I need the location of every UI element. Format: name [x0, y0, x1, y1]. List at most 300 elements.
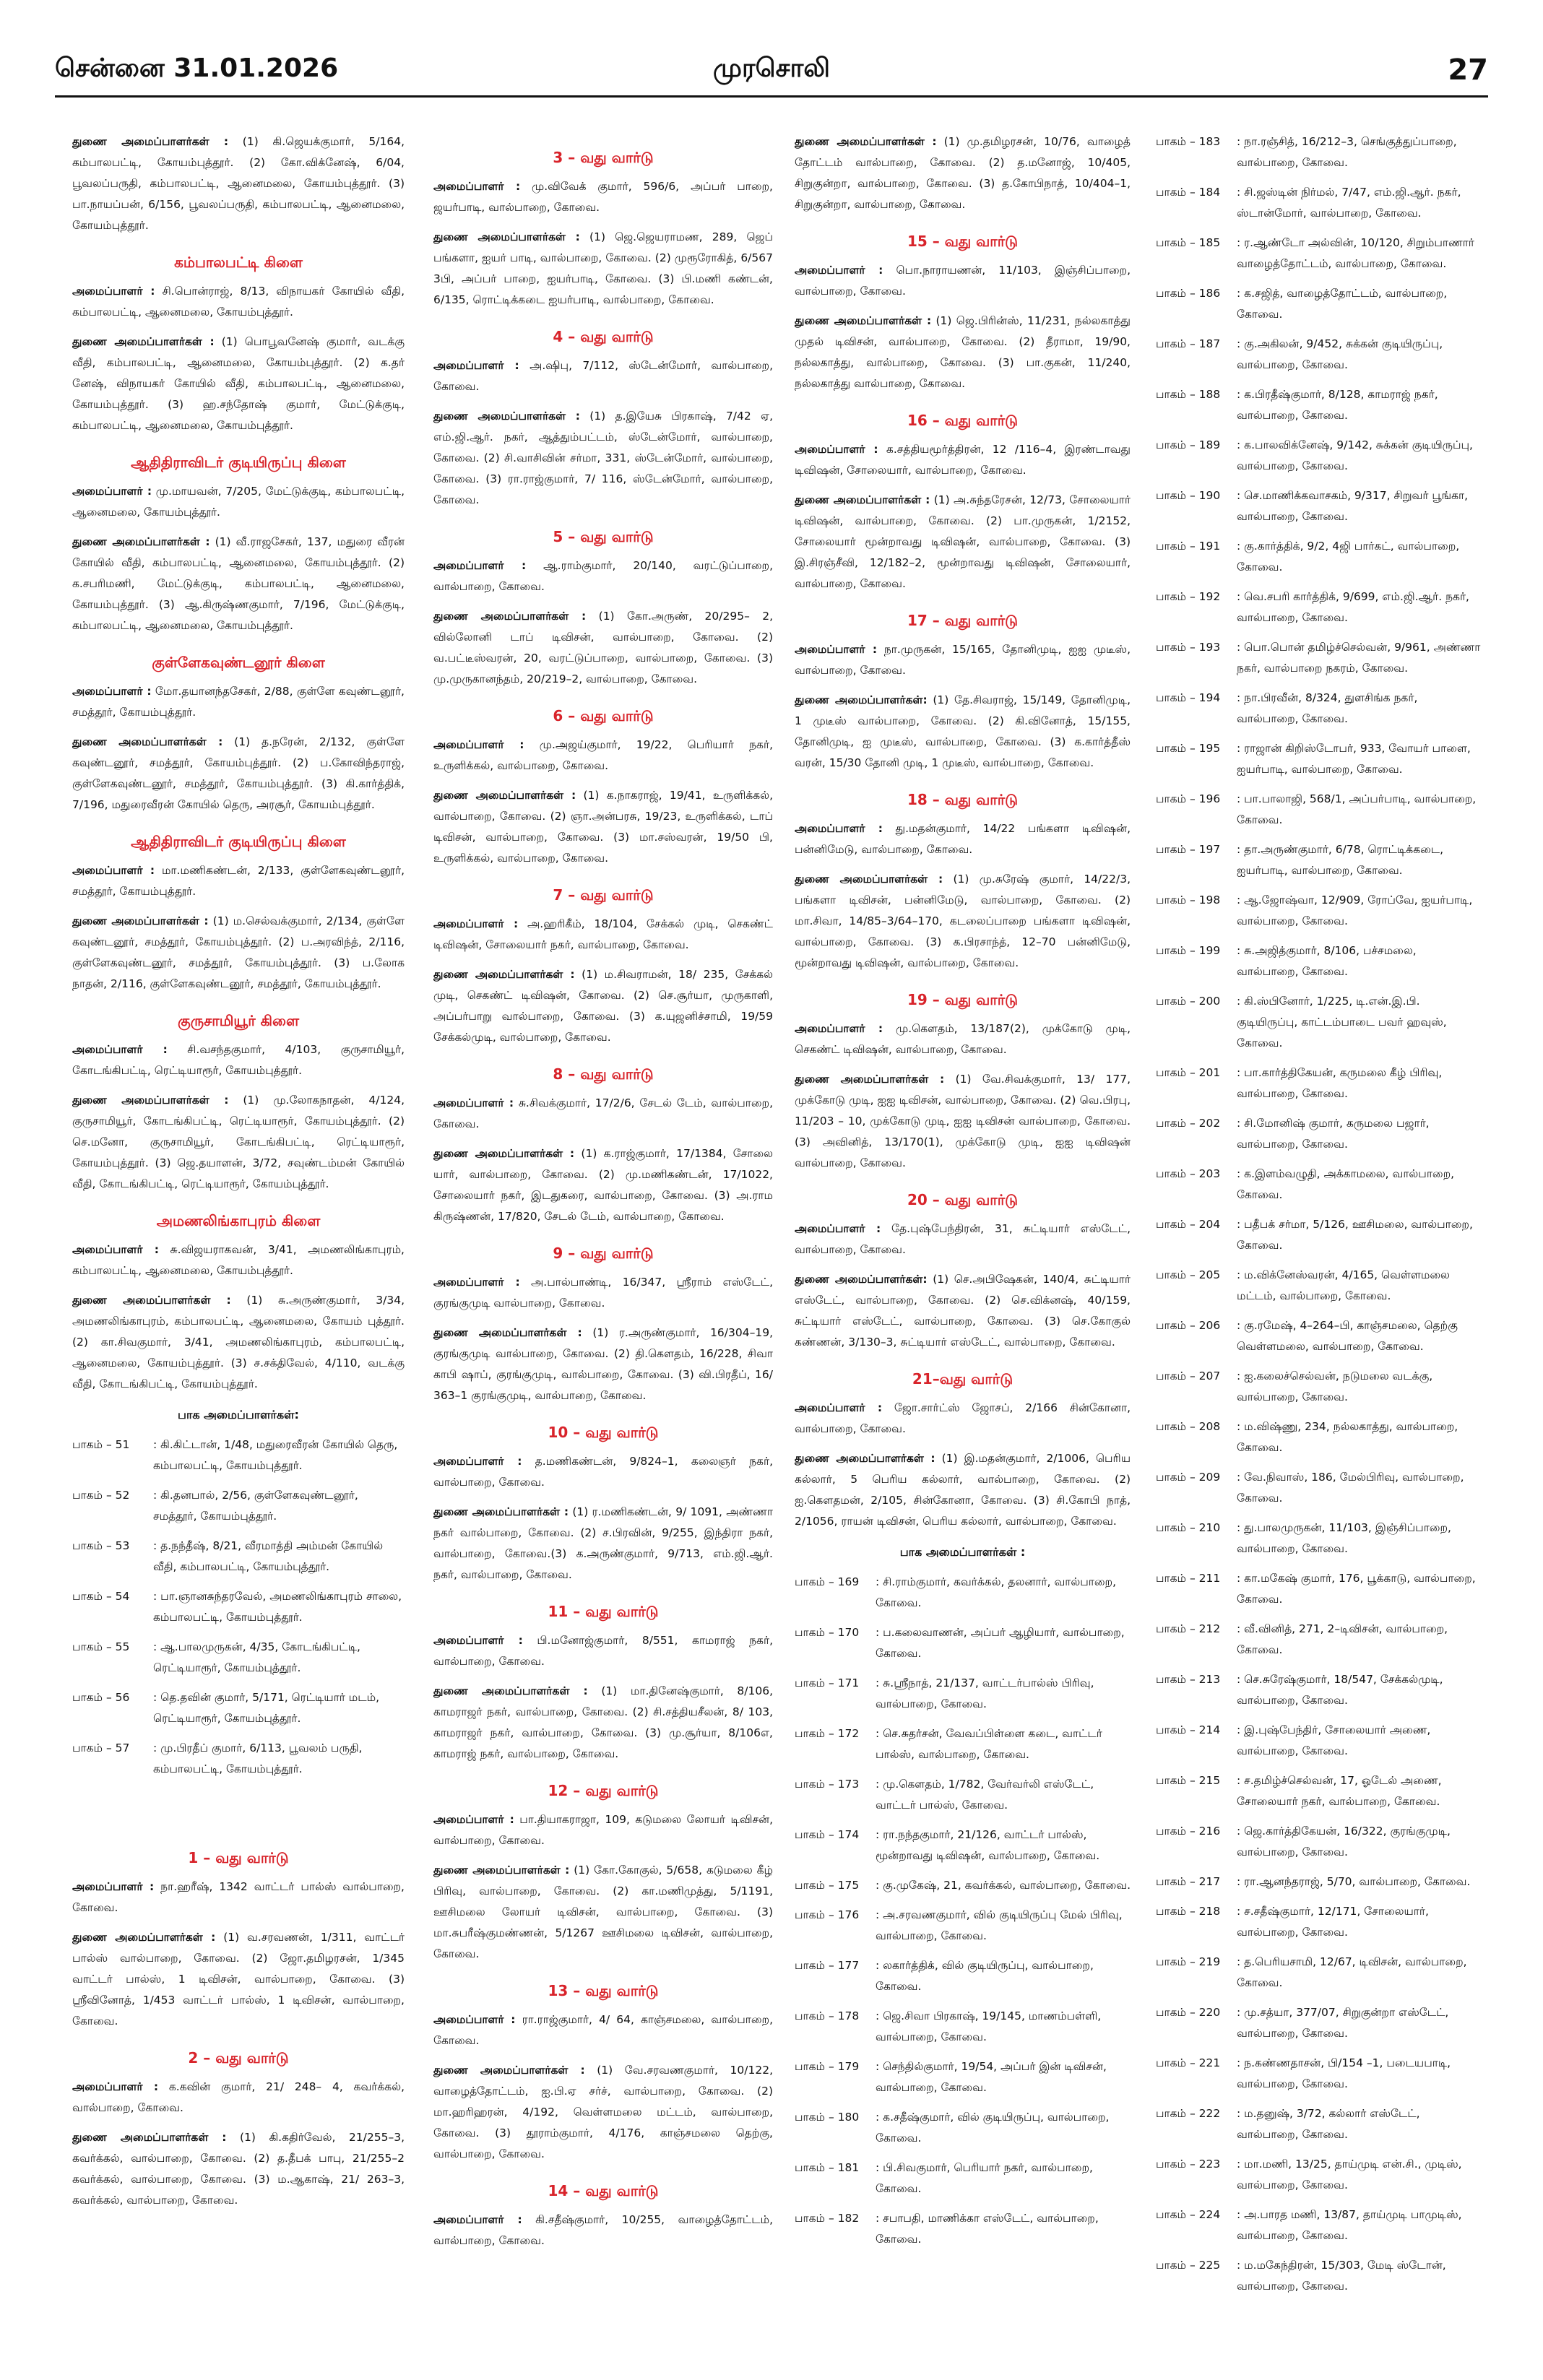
- booth-detail: : க.பிரதீஷ்குமார், 8/128, காமராஜ் நகர், வால்பாறை, கோவை.: [1237, 388, 1438, 422]
- booth-detail: : கி.தனபால், 2/56, குள்ளேகவுண்டனூர், சமத்தூர், கோயம்புத்தூர்.: [153, 1489, 358, 1523]
- booth-detail: : லகார்த்திக், வில் குடியிருப்பு, வால்பாறை, கோவை.: [876, 1959, 1094, 1993]
- booth-detail: : ஆ.பாலமுருகன், 4/35, கோடங்கிபட்டி, ரெட்டியாரூர், கோயம்புத்தூர்.: [153, 1640, 360, 1674]
- appointment-entry: [72, 131, 405, 236]
- appointment-entry: [795, 1448, 1131, 1532]
- booth-entry: [1156, 1901, 1481, 1943]
- booth-entry: [72, 1687, 405, 1729]
- booth-entry: [1156, 2255, 1481, 2297]
- booth-detail: : ச.தமிழ்ச்செல்வன், 17, ஓடேல் அணை, சோலையார் நகர், வால்பாறை, கோவை.: [1237, 1774, 1442, 1808]
- booth-number: பாகம் – 196: [1156, 792, 1221, 805]
- member-details: (1) செ.அபிஷேகன், 140/4, சுட்டியார் எஸ்டேட், வால்பாறை, கோவை. (2) செ.விக்னஷ், 40/159, சுட்டியார் எஸ்டேட், வால்பாறை, கோவை. (3) செ.கோகுல் கண்ணன், 3/130–3, சுட்டியார் எஸ்டேட், வால்பாறை, கோவை.: [795, 1273, 1131, 1349]
- member-details: (1) மு.சுரேஷ் குமார், 14/22/3, பங்களா டிவிசன், பன்னிமேடு, வால்பாறை, கோவை. (2) மா.சிவா, 14/85–3/64–170, கடலைப்பாறை பங்களா டிவிஷன், வால்பாறை, கோவை. (3) க.பிரசாந்த், 12–70 பன்னிமேடு, மூன்றாவது டிவிஷன், வால்பாறை, கோவை.: [795, 873, 1131, 969]
- booth-number: பாகம் – 56: [72, 1691, 130, 1704]
- appointment-entry: [795, 260, 1131, 302]
- role-label: அமைப்பாளர் :: [72, 1043, 168, 1056]
- booth-detail: : செந்தில்குமார், 19/54, அப்பர் இன் டிவிசன், வால்பாறை, கோவை.: [876, 2060, 1107, 2094]
- booth-detail: : செ.சுதர்சன், வேவப்பிள்ளை கடை, வாட்டர் பால்ஸ், வால்பாறை, கோவை.: [876, 1727, 1102, 1761]
- member-details: (1) ஜெ.ஜெயராமண, 289, ஜெப் பங்களா, ஐயர் பாடி, வால்பாறை, கோவை. (2) முரூரோகித், 6/567 3பி, அப்பர் பாறை, ஐயர்பாடி, கோவை. (3) பி.மணி கண்டன், 6/135, ரொட்டிக்கடை ஐயர்பாடி, வால்பாறை, கோவை.: [433, 230, 773, 306]
- booth-detail: : ம.மகேந்திரன், 15/303, மேடி ஸ்டோன், வால்பாறை, கோவை.: [1237, 2259, 1446, 2293]
- booth-detail: : ப.கலைவாணன், அப்பர் ஆழியார், வால்பாறை, கோவை.: [876, 1626, 1125, 1660]
- booth-number: பாகம் – 201: [1156, 1066, 1221, 1079]
- role-label: துணை அமைப்பாளர்கள் :: [72, 535, 210, 548]
- booth-entry: [1156, 131, 1481, 173]
- appointment-entry: [433, 355, 773, 397]
- booth-entry: [1156, 1063, 1481, 1104]
- booth-number: பாகம் – 224: [1156, 2208, 1221, 2221]
- member-details: (1) ஜெ.பிரின்ஸ், 11/231, நல்லகாத்து முதல் டிவிசன், வால்பாறை, கோவை. (2) தீராமா, 19/90, நல்லகாத்து, வால்பாறை, கோவை. (3) பா.குகன், 11/240, நல்லகாத்து வால்பாறை, கோவை.: [795, 314, 1131, 390]
- booth-entry: [1156, 738, 1481, 780]
- booth-detail: : செ.சுரேஷ்குமார், 18/547, சேக்கல்முடி, வால்பாறை, கோவை.: [1237, 1673, 1443, 1707]
- booth-detail: : ஜெ.சிவா பிரகாஷ், 19/145, மாணம்பள்ளி, வால்பாறை, கோவை.: [876, 2009, 1102, 2043]
- member-details: ஆ.ராம்குமார், 20/140, வரட்டுப்பாறை, வால்பாறை, கோவை.: [433, 559, 773, 593]
- role-label: அமைப்பாளர் :: [433, 738, 524, 751]
- section-heading: 20 – வது வார்டு: [907, 1191, 1019, 1208]
- booth-number: பாகம் – 190: [1156, 489, 1221, 502]
- booth-entry: [795, 1622, 1131, 1664]
- appointment-entry: [433, 406, 773, 511]
- booth-detail: : ர.ஆண்டோ அல்வின், 10/120, சிறும்பாணார் வாழைத்தோட்டம், வால்பாறை, கோவை.: [1237, 236, 1474, 270]
- role-label: அமைப்பாளர் :: [795, 264, 883, 277]
- booth-number: பாகம் – 170: [795, 1626, 860, 1639]
- booth-number: பாகம் – 211: [1156, 1572, 1221, 1585]
- booth-entry: [795, 1905, 1131, 1947]
- booth-number: பாகம் – 214: [1156, 1723, 1221, 1736]
- appointment-entry: [72, 681, 405, 723]
- booth-detail: : மு.கௌதம், 1/782, வேர்வர்லி எஸ்டேட், வாட்டர் பால்ஸ், கோவை.: [876, 1778, 1094, 1812]
- booth-number: பாகம் – 174: [795, 1828, 860, 1841]
- member-details: (1) வே.சிவக்குமார், 13/ 177, முக்கோடு முடி, ஐஐ டிவிசன், வால்பாறை, கோவை. (2) வெ.பிரபு, 11/203 – 10, முக்கோடு முடி, ஐஐ டிவிசன் வால்பாறை, கோவை. (3) அவினித், 13/170(1), முக்கோடு முடி, ஐஐ டிவிஷன் வால்பாறை, கோவை.: [795, 1073, 1131, 1169]
- section-heading: ஆதிதிராவிடர் குடியிருப்பு கிளை: [131, 454, 346, 471]
- booth-entry: [72, 1435, 405, 1476]
- booth-entry: [1156, 1164, 1481, 1206]
- booth-entry: [1156, 1366, 1481, 1408]
- section-heading: 7 – வது வார்டு: [553, 886, 654, 904]
- member-details: மு.விவேக் குமார், 596/6, அப்பர் பாறை, ஜயர்பாடி, வால்பாறை, கோவை.: [433, 180, 773, 214]
- booth-detail: : நா.ரஞ்சித், 16/212–3, செங்குத்துப்பாறை, வால்பாறை, கோவை.: [1237, 135, 1457, 169]
- member-details: ரா.ராஜ்குமார், 4/ 64, காஞ்சமலை, வால்பாறை, கோவை.: [433, 2013, 773, 2047]
- member-details: (1) மா.தினேஷ்குமார், 8/106, காமராஜர் நகர், வால்பாறை, கோவை. (2) சி.சத்தியசீலன், 8/ 103, காமராஜர் நகர், வால்பாறை, கோவை. (3) மு.சூர்யா, 8/106எ, காமராஜ் நகர், வால்பாறை, கோவை.: [433, 1684, 773, 1760]
- role-label: துணை அமைப்பாளர்கள் :: [433, 1505, 569, 1518]
- role-label: அமைப்பாளர் :: [433, 1634, 523, 1647]
- section-heading: 16 – வது வார்டு: [907, 412, 1019, 429]
- member-details: து.மதன்குமார், 14/22 பங்களா டிவிஷன், பன்னிமேடு, வால்பாறை, கோவை.: [795, 822, 1131, 856]
- member-details: அ.ஷிபு, 7/112, ஸ்டேன்மோர், வால்பாறை, கோவை.: [433, 359, 773, 393]
- booth-number: பாகம் – 194: [1156, 691, 1221, 704]
- booth-number: பாகம் – 215: [1156, 1774, 1221, 1787]
- appointment-entry: [433, 735, 773, 776]
- member-details: சு.விஜயராகவன், 3/41, அமணலிங்காபுரம், கம்பாலபட்டி, ஆனைமலை, கோயம்புத்தூர்.: [72, 1243, 405, 1277]
- appointment-entry: [795, 1018, 1131, 1060]
- booth-detail: : த.பெரியசாமி, 12/67, டிவிசன், வால்பாறை, கோவை.: [1237, 1955, 1467, 1989]
- appointment-entry: [72, 481, 405, 523]
- booth-entry: [1156, 1467, 1481, 1509]
- booth-entry: [795, 1825, 1131, 1866]
- member-details: அ.பால்பாண்டி, 16/347, ஸ்ரீராம் எஸ்டேட், குரங்குமுடி வால்பாறை, கோவை.: [433, 1276, 773, 1310]
- booth-number: பாகம் – 178: [795, 2009, 860, 2022]
- column-1: [72, 131, 405, 2363]
- appointment-entry: [433, 2009, 773, 2051]
- member-details: (1) பொபூவனேஷ் குமார், வடக்கு வீதி, கம்பாலபட்டி, ஆனைமலை, கோயம்புத்தூர். (2) க.தர் னேஷ், விநாயகர் கோயில் வீதி, கம்பாலபட்டி, ஆனைமலை, கோயம்புத்தூர். (3) ஹ.சந்தோஷ் குமார், மேட்டுக்குடி, கம்பாலபட்டி, ஆனைமலை, கோயம்புத்தூர்.: [72, 335, 405, 432]
- booth-entry: [1156, 940, 1481, 982]
- booth-entry: [1156, 283, 1481, 325]
- booth-detail: : சி.மோனிஷ் குமார், கருமலை பஜார், வால்பாறை, கோவை.: [1237, 1117, 1430, 1151]
- booth-entry: [795, 1673, 1131, 1715]
- role-label: துணை அமைப்பாளர்கள் :: [433, 410, 581, 423]
- appointment-entry: [433, 1630, 773, 1672]
- booth-detail: : அ.சரவணகுமார், வில் குடியிருப்பு மேல் பிரிவு, வால்பாறை, கோவை.: [876, 1908, 1123, 1942]
- booth-number: பாகம் – 203: [1156, 1167, 1221, 1180]
- appointment-entry: [795, 1219, 1131, 1260]
- section-heading: 1 – வது வார்டு: [188, 1849, 289, 1866]
- booth-detail: : கி.ஸ்பினோர், 1/225, டி.என்.இ.பி. குடியிருப்பு, காட்டம்பாடை பவர் ஹவுஸ், கோவை.: [1237, 995, 1447, 1050]
- appointment-entry: [795, 690, 1131, 774]
- booth-detail: : வே.நிவாஸ், 186, மேல்பிரிவு, வால்பாறை, கோவை.: [1237, 1471, 1464, 1505]
- booth-number: பாகம் – 182: [795, 2212, 860, 2225]
- booth-number: பாகம் – 192: [1156, 590, 1221, 603]
- booth-detail: : சி.ராம்குமார், கவர்க்கல், தலனார், வால்பாறை, கோவை.: [876, 1575, 1117, 1609]
- appointment-entry: [795, 490, 1131, 594]
- role-label: துணை அமைப்பாளர்கள் :: [72, 1094, 229, 1107]
- booth-detail: : பதீபக் சர்மா, 5/126, ஊசிமலை, வால்பாறை, கோவை.: [1237, 1218, 1473, 1252]
- section-heading: 5 – வது வார்டு: [553, 528, 654, 545]
- appointment-entry: [72, 860, 405, 902]
- section-heading: 18 – வது வார்டு: [907, 791, 1019, 808]
- booth-detail: : ம.தனுஷ், 3/72, கல்லார் எஸ்டேட், வால்பாறை, கோவை.: [1237, 2107, 1420, 2141]
- booth-number: பாகம் – 212: [1156, 1622, 1221, 1635]
- member-details: (1) மு.லோகநாதன், 4/124, குருசாமியூர், கோடங்கிபட்டி, ரெட்டியாரூர், கோயம்புத்தூர். (2) செ.மனோ, குருசாமியூர், கோடங்கிபட்டி, ரெட்டியாரூர், கோயம்புத்தூர். (3) ஜெ.தயாளன், 3/72, சவுண்டம்மன் கோயில் வீதி, கோடங்கிபட்டி, ரெட்டியாரூர், கோயம்புத்தூர்.: [72, 1094, 405, 1190]
- booth-number: பாகம் – 52: [72, 1489, 130, 1502]
- role-label: அமைப்பாளர் :: [433, 1455, 522, 1468]
- booth-entry: [1156, 1821, 1481, 1863]
- member-details: சி.வசந்தகுமார், 4/103, குருசாமியூர், கோடங்கிபட்டி, ரெட்டியாரூர், கோயம்புத்தூர்.: [72, 1043, 405, 1077]
- appointment-entry: [795, 1269, 1131, 1353]
- booth-entry: [1156, 435, 1481, 477]
- section-heading: 8 – வது வார்டு: [553, 1065, 654, 1083]
- booth-number: பாகம் – 220: [1156, 2006, 1221, 2019]
- booth-entry: [1156, 1619, 1481, 1661]
- appointment-entry: [72, 1039, 405, 1081]
- booth-detail: : ஆ.ஜோஷ்வா, 12/909, ரோப்வே, ஐயர்பாடி, வால்பாறை, கோவை.: [1237, 893, 1473, 927]
- member-details: மோ.தயானந்தசேகர், 2/88, குள்ளே கவுண்டனூர், சமத்தூர், கோயம்புத்தூர்.: [72, 685, 405, 719]
- booth-number: பாகம் – 57: [72, 1741, 130, 1754]
- booth-detail: : ரா.நந்தகுமார், 21/126, வாட்டர் பால்ஸ், மூன்றாவது டிவிஷன், வால்பாறை, கோவை.: [876, 1828, 1100, 1862]
- appointment-entry: [72, 281, 405, 323]
- page-number: 27: [1448, 53, 1488, 87]
- booth-detail: : கு.கார்த்திக், 9/2, 4ஜி பார்கட், வால்பாறை, கோவை.: [1237, 540, 1460, 574]
- booth-number: பாகம் – 188: [1156, 388, 1221, 401]
- role-label: அமைப்பாளர் :: [72, 864, 155, 877]
- role-label: அமைப்பாளர் :: [433, 1813, 514, 1826]
- appointment-entry: [433, 1272, 773, 1314]
- booth-entry: [795, 2107, 1131, 2149]
- section-heading: 6 – வது வார்டு: [553, 707, 654, 724]
- booth-entry: [795, 1572, 1131, 1614]
- role-label: அமைப்பாளர் :: [72, 1243, 159, 1256]
- appointment-entry: [72, 1290, 405, 1395]
- booth-detail: : சு.ஸ்ரீநாத், 21/137, வாட்டர்பால்ஸ் பிரிவு, வால்பாறை, கோவை.: [876, 1676, 1094, 1710]
- booth-entry: [1156, 1265, 1481, 1307]
- booth-entry: [72, 1738, 405, 1780]
- appointment-entry: [795, 439, 1131, 481]
- appointment-entry: [433, 1323, 773, 1406]
- member-details: க.சத்தியமூர்த்திரன், 12 /116–4, இரண்டாவது டிவிஷன், சோலையார், வால்பாறை, கோவை.: [795, 443, 1131, 477]
- booth-entry: [1156, 485, 1481, 527]
- member-details: (1) வ.சரவணன், 1/311, வாட்டர் பால்ஸ் வால்பாறை, கோவை. (2) ஜோ.தமிழரசன், 1/345 வாட்டர் பால்ஸ், 1 டிவிசன், வால்பாறை, கோவை. (3) ஸ்ரீவினோத், 1/453 வாட்டர் பால்ஸ், 1 டிவிசன், வால்பாறை, கோவை.: [72, 1931, 405, 2028]
- booth-entry: [795, 1955, 1131, 1997]
- booth-detail: : மா.மணி, 13/25, தாய்முடி என்.சி., முடிஸ், வால்பாறை, கோவை.: [1237, 2158, 1462, 2191]
- member-details: (1) கோ.கோகுல், 5/658, கடுமலை கீழ் பிரிவு, வால்பாறை, கோவை. (2) கா.மணிமுத்து, 5/1191, ஊசிமலை லோயர் டிவிசன், வால்பாறை, கோவை. (3) மா.சுபரீஷ்குமண்ணன், 5/1267 ஊசிமலை டிவிசன், வால்பாறை, கோவை.: [433, 1864, 773, 1960]
- booth-detail: : இ.புஷ்பேந்திர், சோலையார் அணை, வால்பாறை, கோவை.: [1237, 1723, 1431, 1757]
- member-details: (1) ம.சிவராமன், 18/ 235, சேக்கல் முடி, செகண்ட் டிவிஷன், கோவை. (2) செ.சூர்யா, முருகாளி, அப்பர்பாறு வால்பாறை, கோவை. (3) க.யுஜனிச்சாமி, 19/59 சேக்கல்முடி, வால்பாறை, கோவை.: [433, 968, 773, 1044]
- column-3: [795, 131, 1131, 2363]
- role-label: துணை அமைப்பாளர்கள் :: [433, 230, 580, 243]
- member-details: மா.மணிகண்டன், 2/133, குள்ளேகவுண்டனூர், சமத்தூர், கோயம்புத்தூர்.: [72, 864, 405, 898]
- appointment-entry: [72, 911, 405, 995]
- booth-entry: [1156, 1871, 1481, 1892]
- booth-detail: : சு.அஜித்குமார், 8/106, பச்சமலை, வால்பாறை, கோவை.: [1237, 944, 1417, 978]
- booth-entry: [795, 1875, 1131, 1896]
- booth-entry: [1156, 334, 1481, 376]
- appointment-entry: [795, 869, 1131, 974]
- booth-number: பாகம் – 218: [1156, 1905, 1221, 1918]
- booth-entry: [1156, 839, 1481, 881]
- booth-number: பாகம் – 51: [72, 1438, 130, 1451]
- member-details: (1) கோ.அருண், 20/295– 2, வில்லோனி டாப் டிவிசன், வால்பாறை, கோவை. (2) வ.பட்டீஸ்வரன், 20, வரட்டுப்பாறை, வால்பாறை, கோவை. (3) மு.முருகானந்தம், 20/219–2, வால்பாறை, கோவை.: [433, 610, 773, 685]
- role-label: அமைப்பாளர் :: [433, 359, 519, 372]
- role-label: அமைப்பாளர் :: [795, 822, 883, 835]
- role-label: துணை அமைப்பாளர்கள் :: [795, 1452, 935, 1465]
- appointment-entry: [72, 2077, 405, 2119]
- booth-number: பாகம் – 54: [72, 1590, 130, 1603]
- booth-number: பாகம் – 217: [1156, 1875, 1221, 1888]
- role-label: அமைப்பாளர் :: [795, 643, 878, 656]
- role-label: துணை அமைப்பாளர்கள் :: [433, 2064, 585, 2077]
- booth-entry: [1156, 1518, 1481, 1559]
- booth-entry: [72, 1485, 405, 1527]
- section-heading: 15 – வது வார்டு: [907, 233, 1019, 250]
- role-label: அமைப்பாளர் :: [72, 485, 152, 498]
- section-heading: 19 – வது வார்டு: [907, 991, 1019, 1008]
- booth-number: பாகம் – 187: [1156, 337, 1221, 350]
- role-label: அமைப்பாளர் :: [795, 1222, 881, 1235]
- booth-number: பாகம் – 225: [1156, 2259, 1221, 2272]
- booth-entry: [1156, 1720, 1481, 1762]
- booth-number: பாகம் – 172: [795, 1727, 860, 1740]
- section-heading: குருசாமியூர் கிளை: [178, 1012, 299, 1029]
- booth-number: பாகம் – 185: [1156, 236, 1221, 249]
- member-details: (1) க.நாகராஜ், 19/41, உருளிக்கல், வால்பாறை, கோவை. (2) ஞா.அன்பரசு, 19/23, உருளிக்கல், டாப் டிவிசன், வால்பாறை, கோவை. (3) மா.சஸ்வரன், 19/50 பி, உருளிக்கல், வால்பாறை, கோவை.: [433, 789, 773, 865]
- appointment-entry: [795, 818, 1131, 860]
- section-heading: 11 – வது வார்டு: [548, 1603, 659, 1620]
- section-heading: 14 – வது வார்டு: [548, 2182, 659, 2199]
- role-label: அமைப்பாளர் :: [433, 1276, 520, 1289]
- role-label: துணை அமைப்பாளர்கள் :: [795, 873, 943, 886]
- member-details: அ.ஹரிகீம், 18/104, சேக்கல் முடி, செகண்ட் டிவிஷன், சோலையார் நகர், வால்பாறை, கோவை.: [433, 917, 773, 951]
- booth-detail: : கா.மகேஷ் குமார், 176, பூக்காடு, வால்பாறை, கோவை.: [1237, 1572, 1476, 1606]
- section-heading: 13 – வது வார்டு: [548, 1982, 659, 1999]
- booth-entry: [1156, 2204, 1481, 2246]
- spacer: [72, 1788, 405, 1832]
- booth-detail: : கி.கிட்டான், 1/48, மதுரைவீரன் கோயில் தெரு, கம்பாலபட்டி, கோயம்புத்தூர்.: [153, 1438, 398, 1472]
- section-heading: 12 – வது வார்டு: [548, 1782, 659, 1799]
- booth-number: பாகம் – 175: [795, 1879, 860, 1892]
- booth-number: பாகம் – 189: [1156, 438, 1221, 451]
- booth-detail: : கு.அகிலன், 9/452, சுக்கன் குடியிருப்பு, வால்பாறை, கோவை.: [1237, 337, 1443, 371]
- booth-entry: [1156, 2002, 1481, 2044]
- booth-entry: [1156, 1669, 1481, 1711]
- role-label: அமைப்பாளர் :: [795, 1022, 883, 1035]
- booth-entry: [72, 1586, 405, 1628]
- appointment-entry: [72, 1090, 405, 1195]
- section-heading: 4 – வது வார்டு: [553, 328, 654, 345]
- booth-detail: : து.பாலமுருகன், 11/103, இஞ்சிப்பாறை, வால்பாறை, கோவை.: [1237, 1521, 1451, 1555]
- appointment-entry: [433, 1681, 773, 1765]
- booth-entry: [1156, 1315, 1481, 1357]
- booth-detail: : ஜெ.கார்த்திகேயன், 16/322, குரங்குமுடி, வால்பாறை, கோவை.: [1237, 1825, 1451, 1858]
- member-details: க.கவின் குமார், 21/ 248– 4, கவர்க்கல், வால்பாறை, கோவை.: [72, 2080, 405, 2114]
- member-details: (1) கி.கதிர்வேல், 21/255–3, கவர்க்கல், வால்பாறை, கோவை. (2) த.தீபக் பாபு, 21/255–2 கவர்க்கல், வால்பாறை, கோவை. (3) ம.ஆகாஷ், 21/ 263–3, கவர்க்கல், வால்பாறை, கோவை.: [72, 2131, 405, 2207]
- booth-detail: : ராஜான் கிறிஸ்டோபர், 933, வோயர் பாளை, ஐயர்பாடி, வால்பாறை, கோவை.: [1237, 742, 1471, 776]
- booth-number: பாகம் – 197: [1156, 843, 1221, 856]
- booth-detail: : கு.முகேஷ், 21, கவர்க்கல், வால்பாறை, கோவை.: [876, 1879, 1131, 1892]
- role-label: அமைப்பாளர் :: [433, 917, 519, 930]
- appointment-entry: [72, 332, 405, 436]
- booth-detail: : ச.சதீஷ்குமார், 12/171, சோலையார், வால்பாறை, கோவை.: [1237, 1905, 1429, 1939]
- booth-entry: [1156, 1113, 1481, 1155]
- appointment-entry: [795, 131, 1131, 215]
- booth-number: பாகம் – 222: [1156, 2107, 1221, 2120]
- member-details: (1) சு.அருண்குமார், 3/34, அமணலிங்காபுரம், கம்பாலபட்டி, ஆனைமலை, கோயம் புத்தூர். (2) கா.சிவகுமார், 3/41, அமணலிங்காபுரம், கம்பாலபட்டி, ஆனைமலை, கோயம்புத்தூர். (3) ச.சக்திவேல், 4/110, வடக்கு வீதி, கோடங்கிபட்டி, கோயம்புத்தூர்.: [72, 1294, 405, 1390]
- appointment-entry: [795, 1398, 1131, 1440]
- section-heading: 17 – வது வார்டு: [907, 612, 1019, 629]
- role-label: துணை அமைப்பாளர்கள்:: [795, 693, 928, 706]
- member-details: (1) இ.மதன்குமார், 2/1006, பெரிய கல்லார், 5 பெரிய கல்லார், வால்பாறை, கோவை. (2) ஐ.கௌதமன், 2/105, சின்கோனா, கோவை. (3) சி.கோபி நாத், 2/1056, ராயன் டிவிசன், பெரிய கல்லார், வால்பாறை, கோவை.: [795, 1452, 1131, 1528]
- section-heading: ஆதிதிராவிடர் குடியிருப்பு கிளை: [131, 833, 346, 850]
- member-details: (1) தே.சிவராஜ், 15/149, தோனிமுடி, 1 முடீஸ் வால்பாறை, கோவை. (2) கி.வினோத், 15/155, தோனிமுடி, ஐ முடீஸ், வால்பாறை, கோவை. (3) க.கார்த்தீஸ் வரன், 15/30 தோனி முடி, 1 முடீஸ், வால்பாறை, கோவை.: [795, 693, 1131, 769]
- role-label: துணை அமைப்பாளர்கள் :: [72, 914, 209, 927]
- member-details: (1) வே.சரவணகுமார், 10/122, வாழைத்தோட்டம், ஐ.பி.ஏ சர்ச், வால்பாறை, கோவை. (2) மா.ஹரிஹரன், 4/192, வெள்ளமலை மட்டம், வால்பாறை, கோவை. (3) தூராம்குமார், 4/176, காஞ்சமலை தெற்கு, வால்பாறை, கோவை.: [433, 2064, 773, 2160]
- role-label: துணை அமைப்பாளர்கள் :: [72, 1931, 216, 1944]
- booth-number: பாகம் – 199: [1156, 944, 1221, 957]
- member-details: (1) கி.ஜெயக்குமார், 5/164, கம்பாலபட்டி, கோயம்புத்தூர். (2) கோ.விக்னேஷ், 6/04, பூவலப்பருதி, கம்பாலபட்டி, ஆனைமலை, கோயம்புத்தூர். (3) பா.நாயப்பன், 6/156, பூவலப்பருதி, கம்பாலபட்டி, ஆனைமலை, கோயம்புத்தூர்.: [72, 135, 405, 232]
- booth-number: பாகம் – 216: [1156, 1825, 1221, 1838]
- booth-number: பாகம் – 223: [1156, 2158, 1221, 2171]
- role-label: துணை அமைப்பாளர்கள் :: [433, 1147, 575, 1160]
- booth-number: பாகம் – 221: [1156, 2056, 1221, 2069]
- appointment-entry: [72, 1927, 405, 2032]
- role-label: துணை அமைப்பாளர்கள் :: [72, 2131, 227, 2144]
- role-label: துணை அமைப்பாளர்கள் :: [72, 735, 223, 748]
- booth-entry: [795, 1723, 1131, 1765]
- role-label: அமைப்பாளர் :: [795, 443, 878, 456]
- role-label: துணை அமைப்பாளர்கள் :: [795, 314, 932, 327]
- appointment-entry: [795, 639, 1131, 681]
- booth-detail: : பொ.பொன் தமிழ்ச்செல்வன், 9/961, அண்ணா நகர், வால்பாறை நகரம், கோவை.: [1237, 641, 1481, 675]
- appointment-entry: [72, 1877, 405, 1918]
- appointment-entry: [433, 1860, 773, 1965]
- section-heading: கம்பாலபட்டி கிளை: [174, 254, 303, 271]
- booth-detail: : செ.மாணிக்கவாசகம், 9/317, சிறுவர் பூங்கா, வால்பாறை, கோவை.: [1237, 489, 1469, 523]
- booth-number: பாகம் – 219: [1156, 1955, 1221, 1968]
- member-details: (1) ர.மணிகண்டன், 9/ 1091, அண்ணா நகர் வால்பாறை, கோவை. (2) ச.பிரவின், 9/255, இந்திரா நகர், வால்பாறை, கோவை.(3) க.அருண்குமார், 9/713, எம்.ஜி.ஆர். நகர், வால்பாறை, கோவை.: [433, 1505, 773, 1581]
- appointment-entry: [795, 1069, 1131, 1174]
- role-label: துணை அமைப்பாளர்கள் :: [795, 1073, 945, 1086]
- member-details: (1) க.ராஜ்குமார், 17/1384, சோலை யார், வால்பாறை, கோவை. (2) மு.மணிகண்டன், 17/1022, சோலையார் நகர், இடதுகரை, வால்பாறை, கோவை. (3) அ.ராம கிருஷ்ணன், 17/820, சேடல் டேம், வால்பாறை, கோவை.: [433, 1147, 773, 1223]
- member-details: மு.அஜய்குமார், 19/22, பெரியார் நகர், உருளிக்கல், வால்பாறை, கோவை.: [433, 738, 773, 772]
- booth-entry: [1156, 2154, 1481, 2196]
- booth-detail: : த.நந்தீஷ், 8/21, வீரமாத்தி அம்மன் கோயில் வீதி, கம்பாலபட்டி, கோயம்புத்தூர்.: [153, 1539, 384, 1573]
- header-divider: [55, 95, 1488, 98]
- role-label: துணை அமைப்பாளர்கள் :: [433, 1684, 588, 1697]
- booth-entry: [1156, 384, 1481, 426]
- member-details: சு.சிவக்குமார், 17/2/6, சேடல் டேம், வால்பாறை, கோவை.: [433, 1096, 773, 1130]
- role-label: துணை அமைப்பாளர்கள் :: [795, 135, 937, 148]
- section-heading: 3 – வது வார்டு: [553, 149, 654, 166]
- member-details: நா.ஹரீஷ், 1342 வாட்டர் பால்ஸ் வால்பாறை, கோவை.: [72, 1880, 405, 1914]
- member-details: சி.பொன்ராஜ், 8/13, விநாயகர் கோயில் வீதி, கம்பாலபட்டி, ஆனைமலை, கோயம்புத்தூர்.: [72, 285, 405, 319]
- booth-entry: [1156, 2103, 1481, 2145]
- booth-entry: [1156, 1770, 1481, 1812]
- member-details: தே.புஷ்பேந்திரன், 31, சுட்டியார் எஸ்டேட், வால்பாறை, கோவை.: [795, 1222, 1131, 1256]
- booth-entry: [1156, 789, 1481, 831]
- booth-detail: : நா.பிரவீன், 8/324, துளசிங்க நகர், வால்பாறை, கோவை.: [1237, 691, 1418, 725]
- role-label: அமைப்பாளர் :: [433, 559, 527, 572]
- member-details: (1) அ.சுந்தரேசன், 12/73, சோலையார் டிவிஷன், வால்பாறை, கோவை. (2) பா.முருகன், 1/2152, சோலையார் மூன்றாவது டிவிஷன், வால்பாறை, கோவை. (3) இ.சிரஞ்சீவி, 12/182–2, மூன்றாவது டிவிஷன், சோலையார், வால்பாறை, கோவை.: [795, 493, 1131, 590]
- booth-number: பாகம் – 204: [1156, 1218, 1221, 1231]
- booth-entry: [1156, 2053, 1481, 2095]
- appointment-entry: [433, 227, 773, 311]
- member-details: பா.தியாகராஜா, 109, கடுமலை லோயர் டிவிசன், வால்பாறை, கோவை.: [433, 1813, 773, 1847]
- booth-entry: [72, 1637, 405, 1679]
- section-heading: 10 – வது வார்டு: [548, 1424, 659, 1441]
- member-details: (1) த.இயேசு பிரகாஷ், 7/42 ஏ, எம்.ஜி.ஆர். நகர், ஆத்தும்பட்டம், ஸ்டேன்மோர், வால்பாறை, கோவை. (2) சி.வாசிவின் சர்மா, 331, ஸ்டேன்மோர், வால்பாறை, கோவை. (3) ரா.ராஜ்குமார், 7/ 116, ஸ்டேன்மோர், வால்பாறை, கோவை.: [433, 410, 773, 506]
- booth-detail: : ந.கண்ணதாசன், பி/154 –1, படையபாடி, வால்பாறை, கோவை.: [1237, 2056, 1451, 2090]
- role-label: அமைப்பாளர் :: [795, 1401, 883, 1414]
- booth-entry: [1156, 991, 1481, 1054]
- appointment-entry: [433, 914, 773, 956]
- booth-detail: : வெ.சபரி கார்த்திக், 9/699, எம்.ஜி.ஆர். நகர், வால்பாறை, கோவை.: [1237, 590, 1469, 624]
- booth-number: பாகம் – 184: [1156, 186, 1221, 199]
- appointment-entry: [433, 555, 773, 597]
- booth-entry: [1156, 1416, 1481, 1458]
- booth-entry: [1156, 1568, 1481, 1610]
- booth-number: பாகம் – 200: [1156, 995, 1221, 1008]
- role-label: அமைப்பாளர் :: [433, 180, 521, 193]
- role-label: அமைப்பாளர் :: [72, 1880, 155, 1893]
- appointment-entry: [433, 785, 773, 869]
- booth-detail: : கு.ரமேஷ், 4–264–பி, காஞ்சமலை, தெற்கு வெள்ளமலை, வால்பாறை, கோவை.: [1237, 1319, 1458, 1353]
- booth-detail: : ரா.ஆனந்தராஜ், 5/70, வால்பாறை, கோவை.: [1237, 1875, 1471, 1888]
- booth-number: பாகம் – 183: [1156, 135, 1221, 148]
- page-header: [55, 53, 1488, 94]
- booth-entry: [72, 1536, 405, 1578]
- booth-detail: : பா.ஞானசுந்தரவேல், அமணலிங்காபுரம் சாலை, கம்பாலபட்டி, கோயம்புத்தூர்.: [153, 1590, 402, 1624]
- booth-detail: : ஐ.கலைச்செல்வன், நடுமலை வடக்கு, வால்பாறை, கோவை.: [1237, 1369, 1433, 1403]
- booth-detail: : வீ.வினித், 271, 2–டிவிசன், வால்பாறை, கோவை.: [1237, 1622, 1448, 1656]
- booth-detail: : தெ.தவின் குமார், 5/171, ரெட்டியார் மடம், ரெட்டியாரூர், கோயம்புத்தூர்.: [153, 1691, 380, 1725]
- booth-detail: : க.இளம்வழுதி, அக்காமலை, வால்பாறை, கோவை.: [1237, 1167, 1455, 1201]
- role-label: அமைப்பாளர் :: [72, 685, 152, 698]
- role-label: துணை அமைப்பாளர்கள் :: [433, 610, 587, 623]
- booth-entry: [795, 1774, 1131, 1816]
- booth-entry: [1156, 587, 1481, 628]
- role-label: துணை அமைப்பாளர்கள் :: [433, 968, 575, 981]
- booth-number: பாகம் – 208: [1156, 1420, 1221, 1433]
- role-label: துணை அமைப்பாளர்கள் :: [795, 493, 930, 506]
- booth-number: பாகம் – 176: [795, 1908, 860, 1921]
- role-label: அமைப்பாளர் :: [433, 2213, 522, 2226]
- booth-number: பாகம் – 205: [1156, 1268, 1221, 1281]
